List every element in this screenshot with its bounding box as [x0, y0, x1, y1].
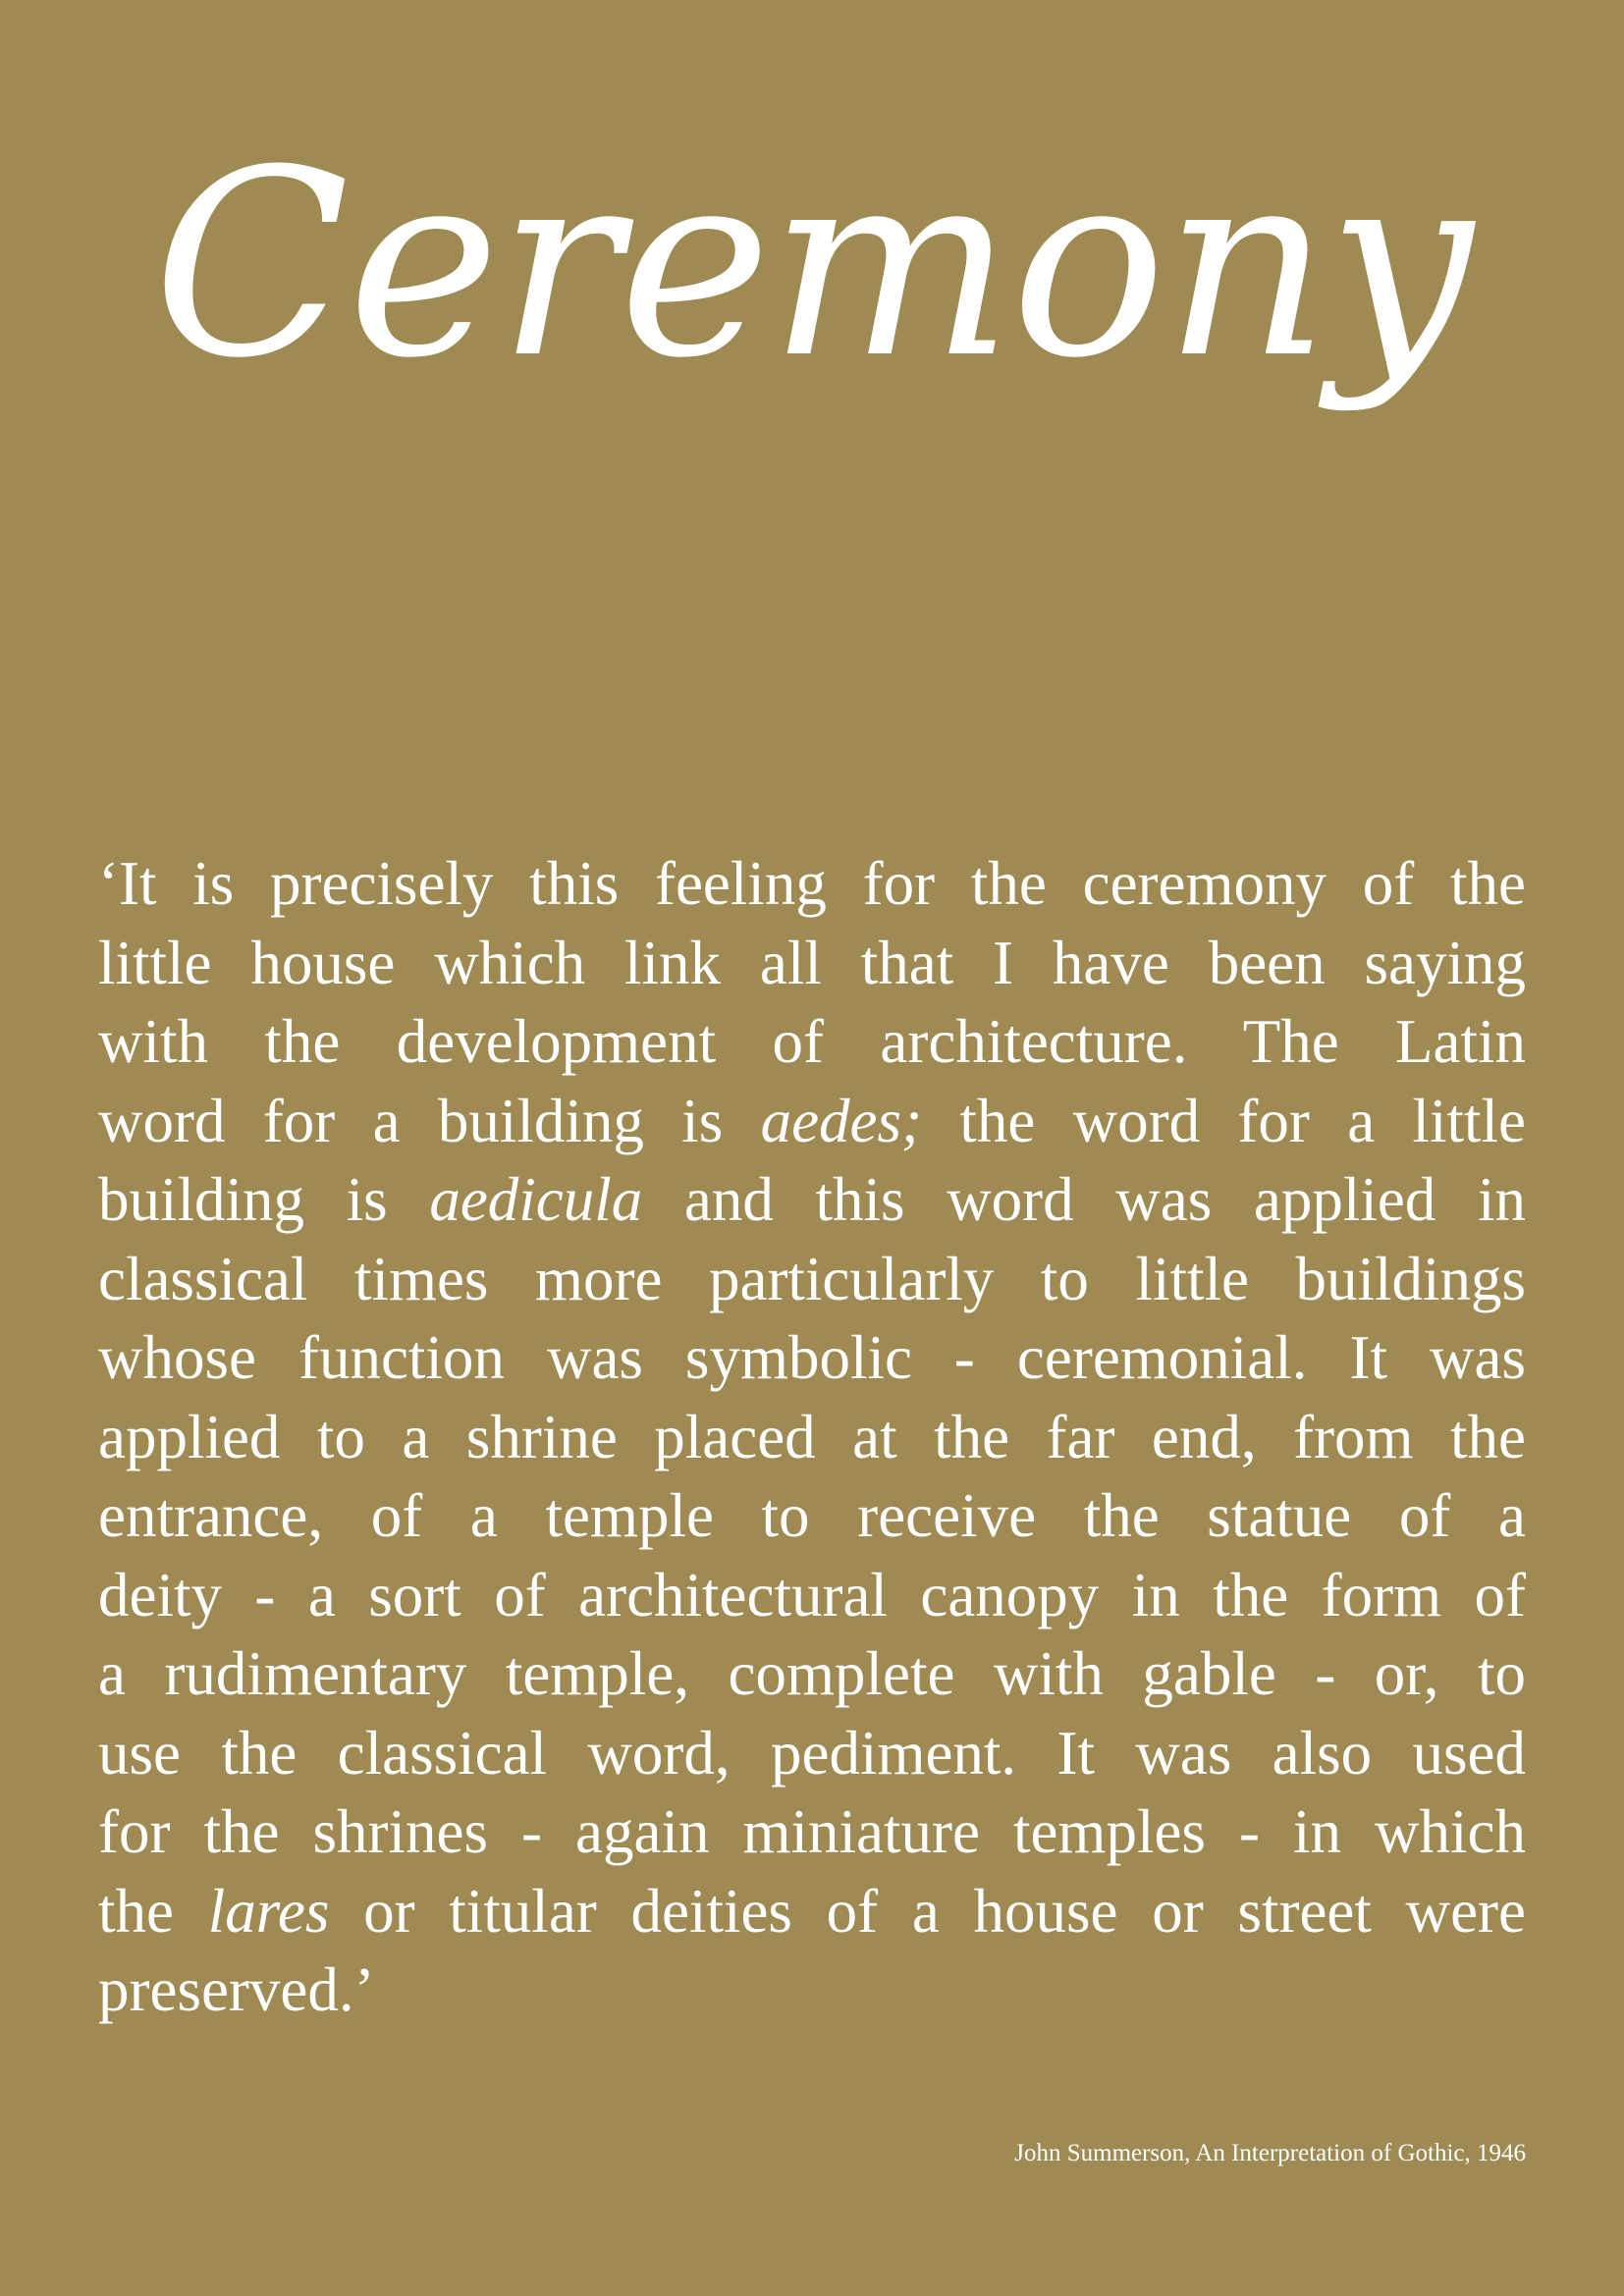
quote-line: little house which link all that I have been saying	[98, 928, 1526, 997]
quote-line: use the classical word, pediment. It was also used	[98, 1718, 1526, 1788]
citation: John Summerson, An Interpretation of Gothic, 1946	[1014, 2140, 1526, 2166]
quote-line: a rudimentary temple, complete with gable - or, to	[98, 1639, 1526, 1708]
quote-line: classical times more particularly to little buildings	[98, 1244, 1526, 1313]
quote-block	[98, 844, 1526, 2030]
quote-line: ‘It is precisely this feeling for the ceremony of the	[98, 849, 1526, 918]
quote-line: for the shrines - again miniature temples - in which	[98, 1797, 1526, 1866]
latin-term: lares	[207, 1876, 330, 1946]
quote-line: entrance, of a temple to receive the statue of a	[98, 1481, 1526, 1550]
latin-term: aedicula	[429, 1165, 643, 1234]
quote-line: whose function was symbolic - ceremonial. It was	[98, 1323, 1526, 1392]
page-title: Ceremony	[152, 115, 1472, 414]
quote-line: preserved.’	[98, 1955, 375, 2024]
quote-line: deity - a sort of architectural canopy in the form of	[98, 1560, 1526, 1629]
quote-line: applied to a shrine placed at the far end, from the	[98, 1402, 1526, 1471]
latin-term: aedes;	[760, 1086, 922, 1155]
quote-line: building is aedicula and this word was applied in	[98, 1165, 1527, 1234]
quote-line: the lares or titular deities of a house or street were	[98, 1876, 1527, 1946]
quote-line: word for a building is aedes; the word for a little	[98, 1086, 1526, 1155]
quote-line: with the development of architecture. The Latin	[98, 1007, 1526, 1076]
